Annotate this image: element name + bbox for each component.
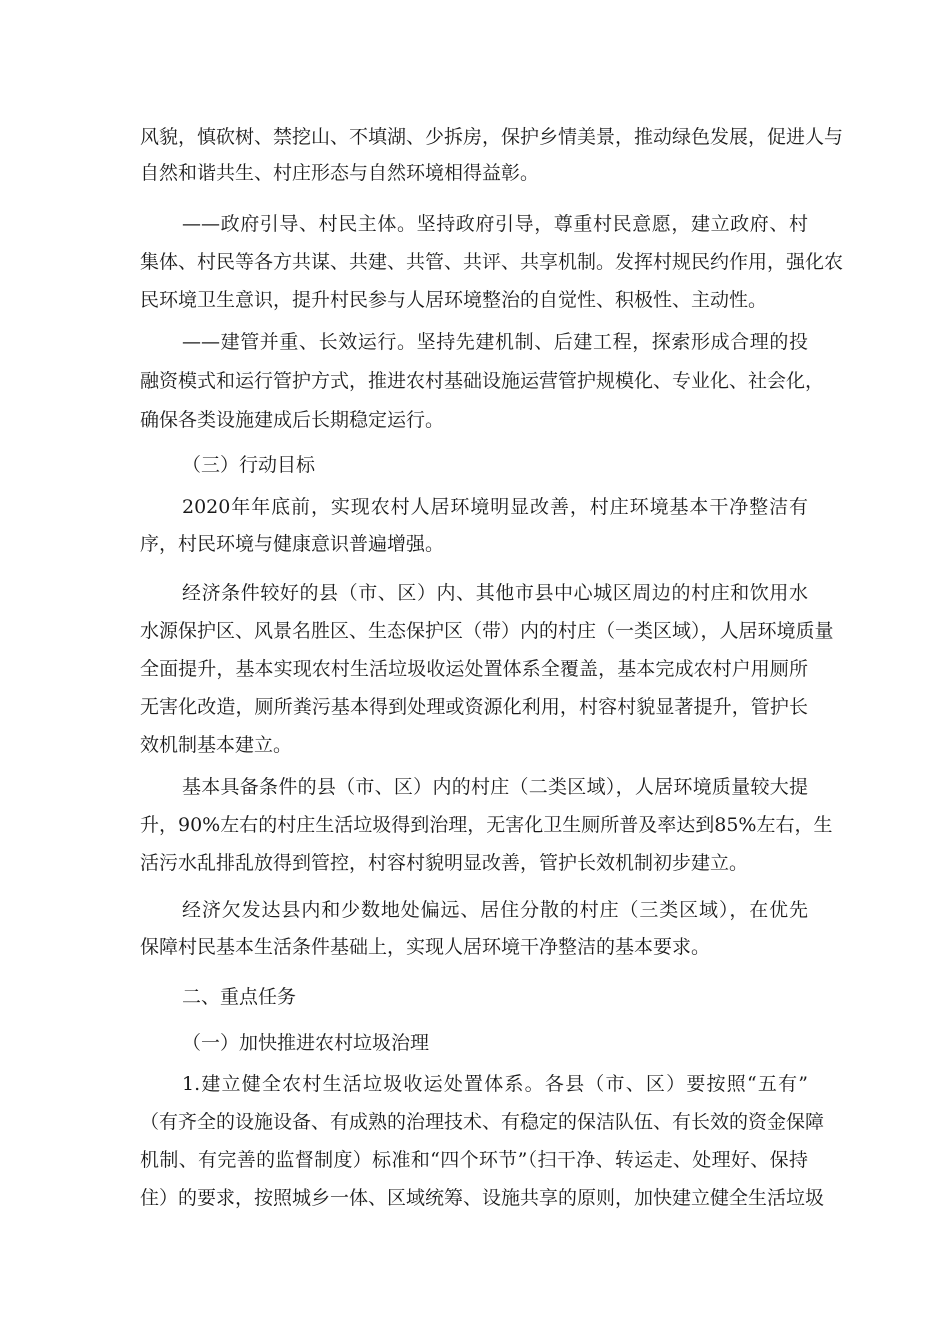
text-line: 1.建立健全农村生活垃圾收运处置体系。各县（市、区）要按照“五有” <box>182 1073 808 1095</box>
text-line: 经济欠发达县内和少数地处偏远、居住分散的村庄（三类区域），在优先 <box>182 899 808 921</box>
text-line: 二、重点任务 <box>182 986 297 1008</box>
text-line: 基本具备条件的县（市、区）内的村庄（二类区域），人居环境质量较大提 <box>182 776 808 798</box>
text-line: 效机制基本建立。 <box>140 734 293 756</box>
text-line: 无害化改造，厕所粪污基本得到处理或资源化利用，村容村貌显著提升，管护长 <box>140 696 808 718</box>
text-line: 住）的要求，按照城乡一体、区域统筹、设施共享的原则，加快建立健全生活垃圾 <box>140 1187 825 1209</box>
text-line: 融资模式和运行管护方式，推进农村基础设施运营管护规模化、专业化、社会化， <box>140 370 825 392</box>
text-line: 集体、村民等各方共谋、共建、共管、共评、共享机制。发挥村规民约作用，强化农 <box>140 251 844 273</box>
text-line: ——政府引导、村民主体。坚持政府引导，尊重村民意愿，建立政府、村 <box>182 213 808 235</box>
text-line: （一）加快推进农村垃圾治理 <box>182 1032 430 1054</box>
text-line: 风貌，慎砍树、禁挖山、不填湖、少拆房，保护乡情美景，推动绿色发展，促进人与 <box>140 126 844 148</box>
text-line: 经济条件较好的县（市、区）内、其他市县中心城区周边的村庄和饮用水 <box>182 582 808 604</box>
text-line: 民环境卫生意识，提升村民参与人居环境整治的自觉性、积极性、主动性。 <box>140 289 768 311</box>
text-line: 自然和谐共生、村庄形态与自然环境相得益彰。 <box>140 162 540 184</box>
text-line: 水源保护区、风景名胜区、生态保护区（带）内的村庄（一类区域），人居环境质量 <box>140 620 834 642</box>
text-line: 序，村民环境与健康意识普遍增强。 <box>140 533 445 555</box>
text-line: （三）行动目标 <box>182 454 316 476</box>
text-line: （有齐全的设施设备、有成熟的治理技术、有稳定的保洁队伍、有长效的资金保障 <box>140 1111 825 1133</box>
text-line: 升，90%左右的村庄生活垃圾得到治理，无害化卫生厕所普及率达到85%左右，生 <box>140 814 833 836</box>
text-line: 全面提升，基本实现农村生活垃圾收运处置体系全覆盖，基本完成农村户用厕所 <box>140 658 808 680</box>
text-line: 确保各类设施建成后长期稳定运行。 <box>140 409 445 431</box>
text-line: 保障村民基本生活条件基础上，实现人居环境干净整洁的基本要求。 <box>140 936 711 958</box>
text-line: ——建管并重、长效运行。坚持先建机制、后建工程，探索形成合理的投 <box>182 331 808 353</box>
text-line: 机制、有完善的监督制度）标准和“四个环节”（扫干净、转运走、处理好、保持 <box>140 1149 808 1171</box>
text-line: 2020年年底前，实现农村人居环境明显改善，村庄环境基本干净整洁有 <box>182 496 808 518</box>
text-line: 活污水乱排乱放得到管控，村容村貌明显改善，管护长效机制初步建立。 <box>140 852 749 874</box>
